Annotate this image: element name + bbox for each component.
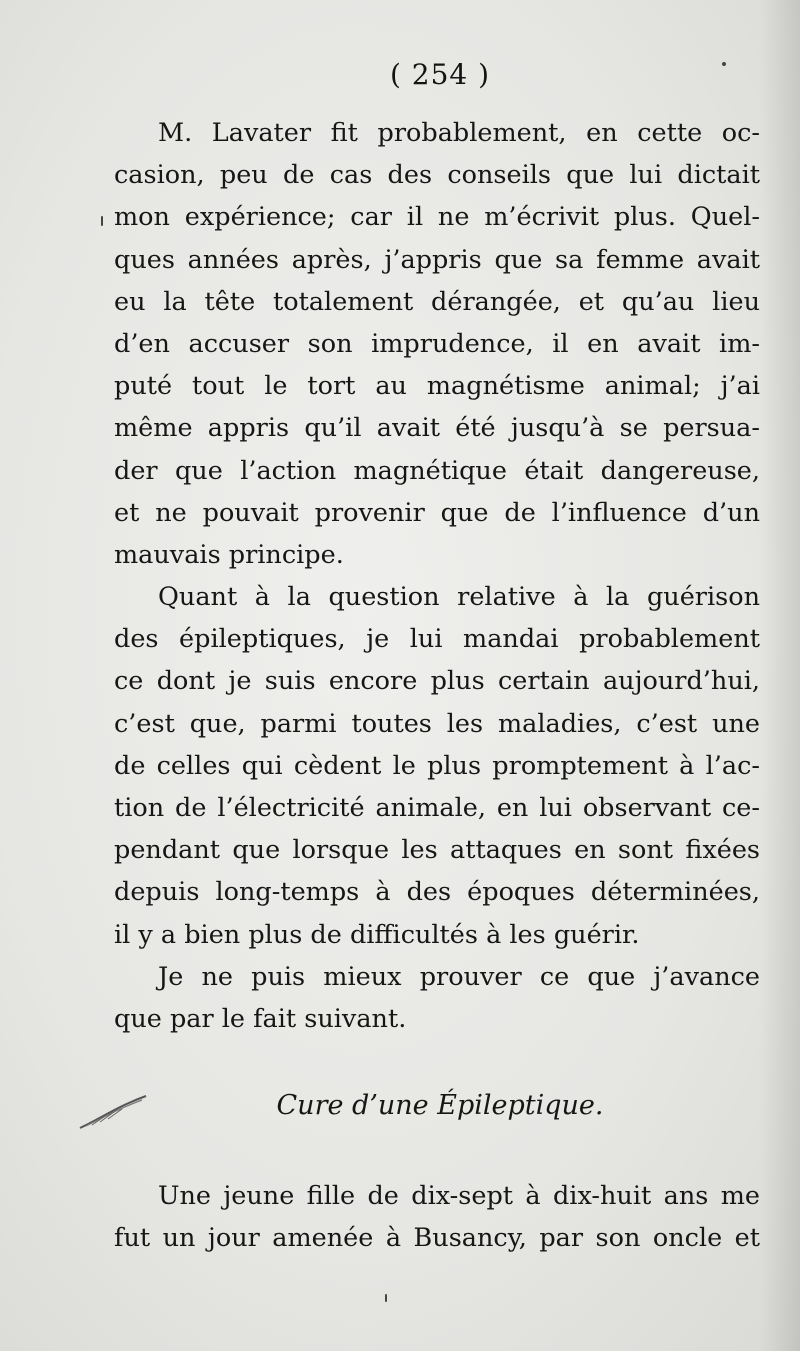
text-line: depuis long-temps à des époques déterminées, [114, 877, 760, 908]
text-line: il y a bien plus de difficultés à les guérir. [114, 919, 640, 950]
speck [722, 62, 726, 66]
text-line: der que l’action magnétique était dangereuse, [114, 455, 760, 486]
text-line: mon expérience; car il ne m’écrivit plus. Quel- [114, 202, 760, 233]
page-number: ( 254 ) [389, 58, 491, 91]
text-line: tion de l’électricité animale, en lui observant ce- [114, 793, 760, 823]
text-line: de celles qui cèdent le plus promptement à l’ac- [114, 750, 760, 781]
text-line: pendant que lorsque les attaques en sont fixées [114, 835, 760, 866]
text-line: Quant à la question relative à la guérison [158, 582, 760, 613]
text-line: Je ne puis mieux prouver ce que j’avance [158, 961, 760, 992]
text-line: d’en accuser son imprudence, il en avait im- [114, 328, 760, 359]
text-line: c’est que, parmi toutes les maladies, c’est une [114, 708, 760, 739]
text-line: puté tout le tort au magnétisme animal; j’ai [114, 371, 760, 402]
body-text [114, 112, 760, 1040]
page-edge-shadow [760, 0, 800, 1351]
text-line: des épileptiques, je lui mandai probablement [114, 624, 760, 655]
text-line: casion, peu de cas des conseils que lui dictait [114, 160, 760, 191]
text-line: et ne pouvait provenir que de l’influence d’un [114, 497, 760, 528]
body-text-continued [114, 1175, 760, 1259]
text-line: fut un jour amenée à Busancy, par son oncle et [114, 1223, 760, 1254]
text-line: mauvais principe. [114, 539, 344, 570]
speck [101, 216, 103, 226]
section-heading: Cure d’une Épileptique. [276, 1090, 604, 1121]
text-line: ques années après, j’appris que sa femme avait [114, 244, 760, 275]
text-line: ce dont je suis encore plus certain aujourd’hui, [114, 666, 760, 697]
text-line: Une jeune fille de dix-sept à dix-huit ans me [158, 1181, 760, 1211]
text-line: eu la tête totalement dérangée, et qu’au lieu [114, 286, 760, 317]
speck [385, 1294, 387, 1302]
text-line: que par le fait suivant. [114, 1003, 407, 1034]
text-line: M. Lavater fit probablement, en cette oc- [158, 118, 760, 148]
text-line: même appris qu’il avait été jusqu’à se persua- [114, 413, 760, 444]
